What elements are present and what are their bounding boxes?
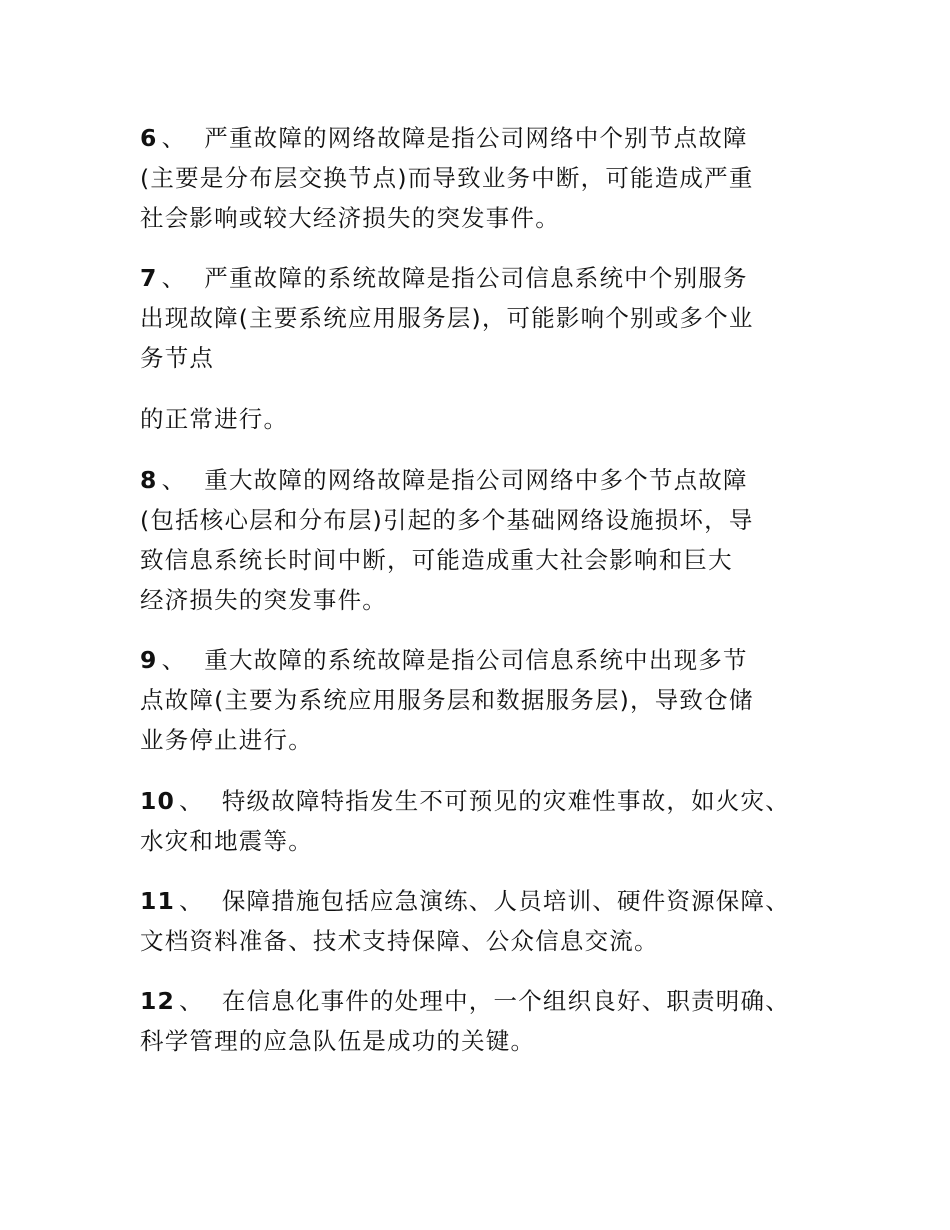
item-line: 文档资料准备、技术支持保障、公众信息交流。 [140,927,659,955]
item-line: 业务停止进行。 [140,726,313,754]
item-separator: 、 [179,887,204,915]
item-line: (包括核心层和分布层)引起的多个基础网络设施损坏，导 [140,506,754,534]
item-separator: 、 [179,787,204,815]
item-line: 出现故障(主要系统应用服务层)，可能影响个别或多个业 [140,304,754,332]
item-11 [140,881,840,961]
item-number: 12 [140,987,176,1015]
item-line: 重大故障的网络故障是指公司网络中多个节点故障 [204,466,748,494]
item-line: (主要是分布层交换节点)而导致业务中断，可能造成严重 [140,164,754,192]
item-line: 保障措施包括应急演练、人员培训、硬件资源保障、 [221,887,790,915]
item-line: 水灾和地震等。 [140,827,313,855]
item-line: 经济损失的突发事件。 [140,586,387,614]
item-line: 致信息系统长时间中断，可能造成重大社会影响和巨大 [140,546,733,574]
item-6 [140,118,840,238]
item-number: 6 [140,124,158,152]
item-number: 8 [140,466,158,494]
item-line: 的正常进行。 [140,405,289,433]
item-line: 务节点 [140,344,215,372]
item-number: 7 [140,264,158,292]
continuation-paragraph [140,399,840,439]
item-number: 11 [140,887,176,915]
item-line: 重大故障的系统故障是指公司信息系统中出现多节 [204,646,748,674]
item-separator: 、 [161,646,187,674]
item-line: 特级故障特指发生不可预见的灾难性事故，如火灾、 [221,787,790,815]
item-8 [140,460,840,620]
item-separator: 、 [161,466,187,494]
item-line: 严重故障的系统故障是指公司信息系统中个别服务 [204,264,748,292]
item-9 [140,640,840,760]
item-number: 9 [140,646,158,674]
item-12 [140,981,840,1061]
item-separator: 、 [161,264,187,292]
item-line: 社会影响或较大经济损失的突发事件。 [140,204,560,232]
item-line: 点故障(主要为系统应用服务层和数据服务层)，导致仓储 [140,686,754,714]
item-number: 10 [140,787,176,815]
item-7 [140,258,840,378]
item-line: 在信息化事件的处理中，一个组织良好、职责明确、 [221,987,790,1015]
item-line: 严重故障的网络故障是指公司网络中个别节点故障 [204,124,748,152]
item-separator: 、 [179,987,204,1015]
item-separator: 、 [161,124,187,152]
item-10 [140,781,840,861]
item-line: 科学管理的应急队伍是成功的关键。 [140,1027,536,1055]
